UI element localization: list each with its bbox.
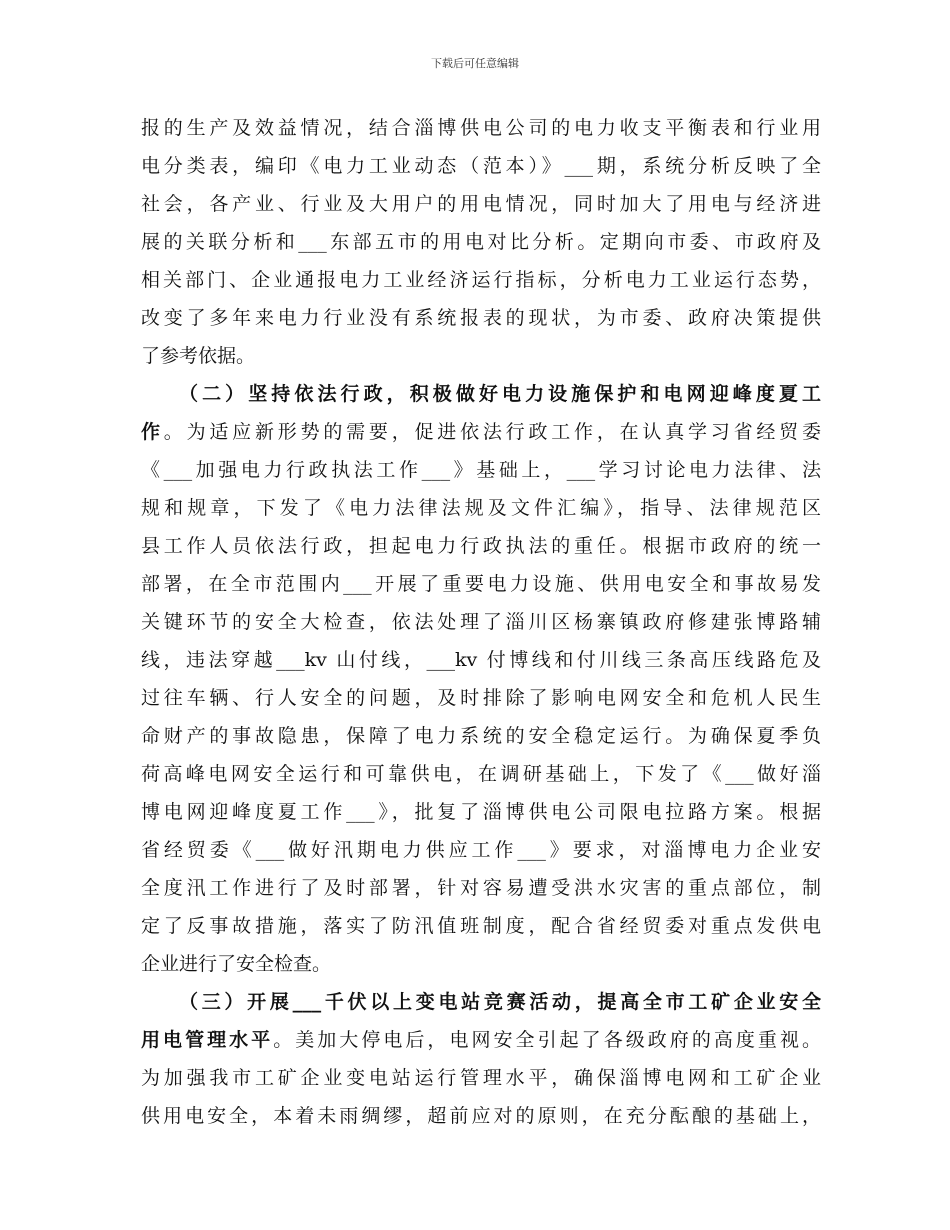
text-run: 为加强我市工矿企业变电站运行管理水平，确保淄博电网和工矿企业: [141, 1067, 821, 1089]
text-run: 。为适应新形势的需要，促进依法行政工作，在认真学习省经贸委: [163, 421, 821, 443]
text-run: 过往车辆、行人安全的问题，及时排除了影响电网安全和危机人民生: [141, 687, 821, 709]
text-line: [141, 793, 821, 831]
bold-text-run: （三）开展___千伏以上变电站竞赛活动，提高全市工矿企业安全: [179, 991, 821, 1013]
text-run: 相关部门、企业通报电力工业经济运行指标，分析电力工业运行态势，: [141, 269, 821, 291]
text-line: [141, 755, 821, 793]
text-run: 部署，在全市范围内___开展了重要电力设施、供用电安全和事故易发: [141, 573, 821, 595]
text-run: 博电网迎峰度夏工作___》，批复了淄博供电公司限电拉路方案。根据: [141, 801, 821, 823]
text-run: 荷高峰电网安全运行和可靠供电，在调研基础上，下发了《___做好淄: [141, 763, 821, 785]
text-line: [141, 375, 821, 413]
text-run: 报的生产及效益情况，结合淄博供电公司的电力收支平衡表和行业用: [141, 117, 821, 139]
text-line: [141, 565, 821, 603]
text-run: 关键环节的安全大检查，依法处理了淄川区杨寨镇政府修建张博路辅: [141, 611, 821, 633]
text-line: [141, 1021, 821, 1059]
text-run: 规和规章，下发了《电力法律法规及文件汇编》，指导、法律规范区: [141, 497, 821, 519]
page-header: 下载后可任意编辑: [431, 57, 519, 70]
text-line: [141, 337, 821, 375]
bold-text-run: 作: [141, 421, 164, 443]
text-run: 省经贸委《___做好汛期电力供应工作___》要求，对淄博电力企业安: [141, 839, 821, 861]
text-line: [141, 641, 821, 679]
text-run: 电分类表，编印《电力工业动态（范本）》___期，系统分析反映了全: [141, 155, 821, 177]
bold-text-run: 用电管理水平: [141, 1029, 274, 1051]
text-run: 线，违法穿越___kv 山付线，___kv 付博线和付川线三条高压线路危及: [141, 649, 821, 671]
text-line: [141, 147, 821, 185]
text-line: [141, 679, 821, 717]
text-run: 县工作人员依法行政，担起电力行政执法的重任。根据市政府的统一: [141, 535, 821, 557]
text-line: [141, 261, 821, 299]
text-line: [141, 983, 821, 1021]
text-line: [141, 185, 821, 223]
text-run: 了参考依据。: [141, 345, 256, 367]
text-line: [141, 299, 821, 337]
text-line: [141, 223, 821, 261]
text-run: 供用电安全，本着未雨绸缪，超前应对的原则，在充分酝酿的基础上，: [141, 1105, 821, 1127]
text-line: [141, 717, 821, 755]
text-line: [141, 1059, 821, 1097]
text-line: [141, 527, 821, 565]
text-run: 全度汛工作进行了及时部署，针对容易遭受洪水灾害的重点部位，制: [141, 877, 821, 899]
text-run: 命财产的事故隐患，保障了电力系统的安全稳定运行。为确保夏季负: [141, 725, 821, 747]
text-run: 社会，各产业、行业及大用户的用电情况，同时加大了用电与经济进: [141, 193, 821, 215]
text-line: [141, 603, 821, 641]
text-line: [141, 945, 821, 983]
text-run: 企业进行了安全检查。: [141, 953, 332, 975]
text-line: [141, 907, 821, 945]
text-line: [141, 831, 821, 869]
text-run: 展的关联分析和___东部五市的用电对比分析。定期向市委、市政府及: [141, 231, 821, 253]
text-line: [141, 451, 821, 489]
document-body: [141, 109, 821, 1135]
text-line: [141, 869, 821, 907]
text-line: [141, 1097, 821, 1135]
text-line: [141, 489, 821, 527]
bold-text-run: （二）坚持依法行政，积极做好电力设施保护和电网迎峰度夏工: [179, 383, 821, 405]
text-run: 定了反事故措施，落实了防汛值班制度，配合省经贸委对重点发供电: [141, 915, 821, 937]
text-run: 《___加强电力行政执法工作___》基础上，___学习讨论电力法律、法: [141, 459, 821, 481]
text-run: 。美加大停电后，电网安全引起了各级政府的高度重视。: [273, 1029, 821, 1051]
text-run: 改变了多年来电力行业没有系统报表的现状，为市委、政府决策提供: [141, 307, 821, 329]
text-line: [141, 109, 821, 147]
text-line: [141, 413, 821, 451]
